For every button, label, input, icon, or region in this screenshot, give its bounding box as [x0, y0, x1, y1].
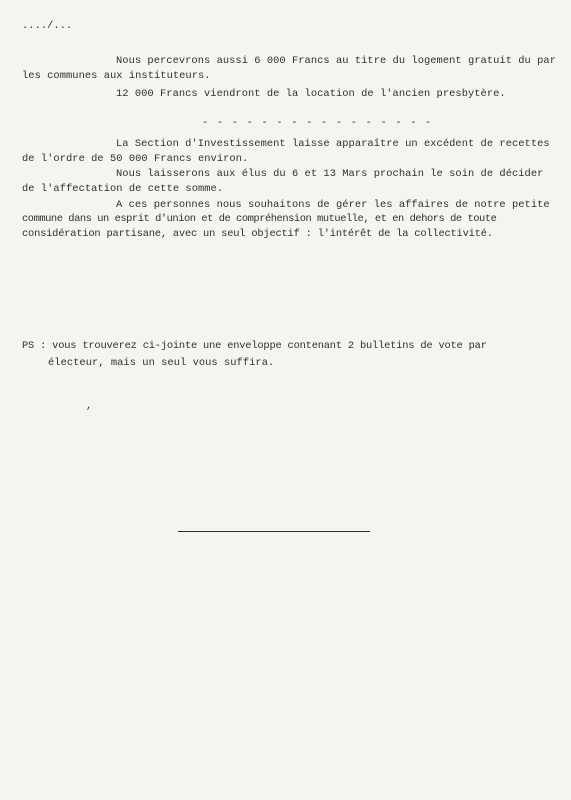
text-line: commune dans un esprit d'union et de compréhension mutuelle, et en dehors de toute	[22, 213, 497, 225]
stray-ink-mark: ,	[86, 400, 93, 412]
text-line: électeur, mais un seul vous suffira.	[48, 357, 275, 369]
text-line: La Section d'Investissement laisse apparaître un excédent de recettes	[116, 138, 550, 150]
text-line: Nous percevrons aussi 6 000 Francs au titre du logement gratuit du par	[116, 55, 556, 67]
text-line: de l'ordre de 50 000 Francs environ.	[22, 153, 249, 165]
text-line: 12 000 Francs viendront de la location de l'ancien presbytère.	[116, 88, 506, 100]
text-line: les communes aux instituteurs.	[22, 70, 211, 82]
text-line: Nous laisserons aux élus du 6 et 13 Mars prochain le soin de décider	[116, 168, 544, 180]
text-line: PS : vous trouverez ci-jointe une enveloppe contenant 2 bulletins de vote par	[22, 340, 487, 352]
text-line: de l'affectation de cette somme.	[22, 183, 224, 195]
dashed-separator: - - - - - - - - - - - - - - - -	[202, 117, 433, 129]
text-line: considération partisane, avec un seul objectif : l'intérêt de la collectivité.	[22, 228, 493, 240]
signature-rule	[178, 531, 370, 532]
text-line: A ces personnes nous souhaitons de gérer les affaires de notre petite	[116, 199, 550, 211]
continuation-mark: ..../...	[22, 20, 73, 32]
